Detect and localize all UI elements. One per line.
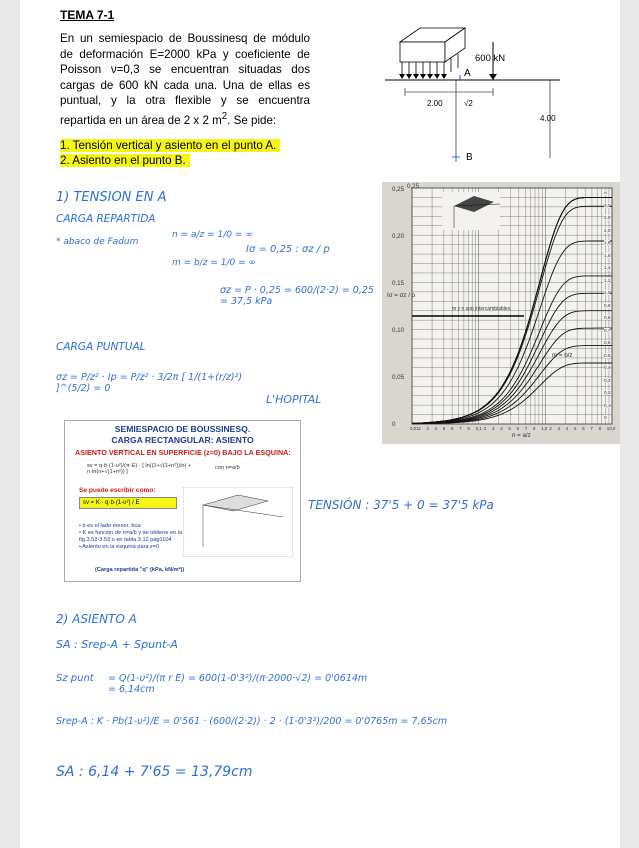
chart-x-tick: 7 bbox=[459, 426, 462, 431]
sigma-repartida: σz = P · 0,25 = 600/(2·2) = 0,25 = 37,5 kPa bbox=[220, 285, 374, 307]
chart-x-tick: 3 bbox=[557, 426, 561, 431]
n-equation: n = a/z = 1/0 = ∞ bbox=[172, 230, 253, 240]
chart-x-label: n = a/z bbox=[512, 432, 531, 439]
section-1-title: 1) TENSION EN A bbox=[56, 190, 167, 205]
chart-x-tick: 4 bbox=[500, 426, 503, 431]
load-label: 600 kN bbox=[475, 53, 506, 64]
chart-curve-label: ∞ bbox=[604, 190, 608, 195]
slide-bullet-3: • Asiento en la esquina para z=0 bbox=[79, 544, 160, 550]
chart-x-tick: 5 bbox=[508, 426, 511, 431]
slide-bullets bbox=[79, 523, 183, 551]
slide-title-2: CARGA RECTANGULAR: ASIENTO bbox=[111, 435, 254, 445]
chart-x-tick: 2 bbox=[549, 426, 552, 431]
chart-x-tick: 7 bbox=[524, 426, 528, 431]
carga-repartida-label: CARGA REPARTIDA bbox=[56, 213, 156, 225]
chart-curve-label: 0,5 bbox=[604, 352, 611, 358]
chart-curve-label: 0,6 bbox=[604, 340, 611, 345]
slide-subtitle: ASIENTO VERTICAL EN SUPERFICIE (z=0) BAJO LA ESQUINA: bbox=[75, 448, 291, 457]
chart-x-tick: 10,0 bbox=[606, 426, 616, 431]
chart-x-tick: 5 bbox=[442, 426, 446, 431]
question-2 bbox=[60, 154, 190, 167]
chart-x-tick: 3 bbox=[492, 426, 495, 431]
slide-formula: sv = q·b·(1-υ²)/(π·E) · [ ln((1+√(1+n²))/n) + n·ln(n+√(1+n²)) ] bbox=[87, 463, 192, 475]
slide-bullet-1: • b es el lado menor, b≤a bbox=[79, 523, 141, 529]
chart-curve-label: 2,0 bbox=[604, 227, 611, 233]
carga-puntual-label: CARGA PUNTUAL bbox=[56, 341, 146, 353]
chart-y-tick: 0,10 bbox=[392, 327, 405, 334]
sigma-puntual: σz = P/z² · Ip = P/z² · 3/2π [ 1/(1+(r/z)²) ]^(5/2) = 0 bbox=[56, 372, 243, 394]
slide-title-1: SEMIESPACIO DE BOUSSINESQ. bbox=[114, 424, 251, 434]
chart-x-tick: 4 bbox=[565, 426, 569, 431]
chart-y-tick: 0,05 bbox=[392, 374, 405, 381]
question-1-text: 1. Tensión vertical y asiento en el punto A. bbox=[60, 139, 280, 152]
chart-x-tick: 8 bbox=[533, 426, 536, 431]
page-title: TEMA 7-1 bbox=[60, 8, 115, 22]
chart-curve-label: 1,6 bbox=[604, 252, 611, 258]
chart-curve-label: 0,9 bbox=[604, 302, 611, 308]
section-2-title: 2) ASIENTO A bbox=[56, 612, 137, 626]
chart-curve-label: 0 bbox=[604, 415, 607, 420]
sa-total: SA : 6,14 + 7'65 = 13,79cm bbox=[56, 764, 253, 780]
slide-alt-formula: sv = K · q·b·(1-υ²) / E bbox=[79, 497, 177, 509]
chart-curve-label: 0,1 bbox=[604, 402, 611, 408]
chart-curve-label: 0,4 bbox=[604, 365, 611, 370]
dim-right-label: √2 bbox=[464, 99, 473, 108]
point-b-label: B bbox=[466, 152, 473, 163]
chart-curve-label: 1,0 bbox=[604, 290, 611, 295]
chart-x-tick: 8 bbox=[467, 426, 470, 431]
chart-y-tick: 0,20 bbox=[392, 233, 405, 240]
slide-bullet-2: • K es función de n=a/b y se obtiene en la fig.3.52-3.53 o en tabla 3.12 pág1104 bbox=[79, 530, 183, 543]
chart-curve-label: 1,8 bbox=[604, 240, 611, 245]
srep-equation: Srep-A : K · Pb(1-υ²)/E = 0'561 · (600/(2·2)) · 2 · (1-0'3²)/200 = 0'0765m = 7,65cm bbox=[56, 716, 448, 727]
statement-text: En un semiespacio de Boussinesq de módulo de deformación E=2000 kPa y coeficiente de Poisson ν=0,3 se encuentran situadas dos cargas de 600 kN cada una. Una de ellas es puntual, y la otra flexible y se encuentra repartida en un área de 2 x 2 m bbox=[60, 32, 310, 127]
tension-total: TENSIÓN : 37'5 + 0 = 37'5 kPa bbox=[308, 498, 494, 512]
chart-annotation: m y n son intercambiables bbox=[452, 306, 511, 312]
chart-curve-label: 0,3 bbox=[604, 377, 611, 383]
problem-statement bbox=[60, 31, 310, 128]
chart-x-tick: 4 bbox=[434, 426, 438, 431]
chart-y-label: Iσ = σz / p bbox=[387, 292, 416, 299]
hopital-note: L'HOPITAL bbox=[266, 393, 322, 406]
chart-x-tick: 7 bbox=[590, 426, 593, 431]
dim-depth-label: 4.00 bbox=[540, 114, 556, 123]
sz-punt-label: Sz punt bbox=[56, 673, 94, 684]
chart-x-tick: 2 bbox=[483, 426, 487, 431]
m-equation: m = b/z = 1/0 = ∞ bbox=[172, 258, 257, 268]
question-1 bbox=[60, 139, 280, 152]
ie-equation: Iσ = 0,25 : σz / p bbox=[246, 244, 330, 255]
slide-diagram bbox=[183, 487, 293, 557]
fadum-chart bbox=[382, 182, 620, 444]
chart-curve-label: 0,2 bbox=[604, 390, 611, 395]
document-page bbox=[20, 0, 620, 848]
chart-marker: 0,25 bbox=[407, 183, 420, 190]
abaco-label: * abaco de Fadum bbox=[56, 237, 139, 247]
chart-x-tick: 2 bbox=[418, 426, 421, 431]
question-2-text: 2. Asiento en el punto B. bbox=[60, 154, 190, 167]
chart-x-tick: 1,0 bbox=[541, 426, 548, 431]
chart-legend-m: m = b/z bbox=[552, 352, 573, 359]
sz-punt-equation: = Q(1-υ²)/(π r E) = 600(1-0'3²)/(π·2000·√2) = 0'0614m = 6,14cm bbox=[108, 673, 368, 695]
chart-x-tick: 0,01 bbox=[410, 426, 419, 431]
chart-x-tick: 6 bbox=[582, 426, 585, 431]
chart-curve-label: 0,8 bbox=[604, 315, 611, 320]
chart-x-tick: 6 bbox=[451, 426, 454, 431]
chart-y-tick: 0,25 bbox=[392, 186, 405, 193]
chart-y-tick: 0,15 bbox=[392, 280, 405, 287]
fadum-chart-svg bbox=[382, 182, 620, 444]
chart-x-tick: 6 bbox=[516, 426, 520, 431]
chart-curve-label: 3,0 bbox=[604, 202, 611, 208]
dim-left-label: 2.00 bbox=[427, 99, 443, 108]
chart-curve-label: 2,5 bbox=[604, 215, 611, 220]
chart-x-tick: 3 bbox=[426, 426, 429, 431]
problem-figure bbox=[380, 20, 570, 170]
statement-sup: 2 bbox=[221, 110, 228, 122]
slide-with: con n=a/b bbox=[215, 465, 240, 471]
chart-x-tick: 8 bbox=[598, 426, 602, 431]
chart-curve-label: 0,7 bbox=[604, 327, 611, 333]
slide-alt-title: Se puede escribir como: bbox=[79, 487, 156, 494]
chart-y-tick: 0 bbox=[392, 421, 396, 428]
chart-x-tick: 5 bbox=[574, 426, 577, 431]
point-a-label: A bbox=[464, 68, 471, 79]
chart-curve-label: 1,2 bbox=[604, 277, 611, 283]
chart-x-tick: 0,1 bbox=[475, 426, 482, 431]
sa-definition: SA : Srep-A + Spunt-A bbox=[56, 638, 178, 651]
chart-curve-label: 1,4 bbox=[604, 265, 611, 270]
statement-end: . Se pide: bbox=[227, 113, 277, 127]
slide-footer: (Carga repartida "q" (kPa, kN/m²)) bbox=[95, 567, 185, 573]
reference-slide bbox=[64, 420, 301, 582]
